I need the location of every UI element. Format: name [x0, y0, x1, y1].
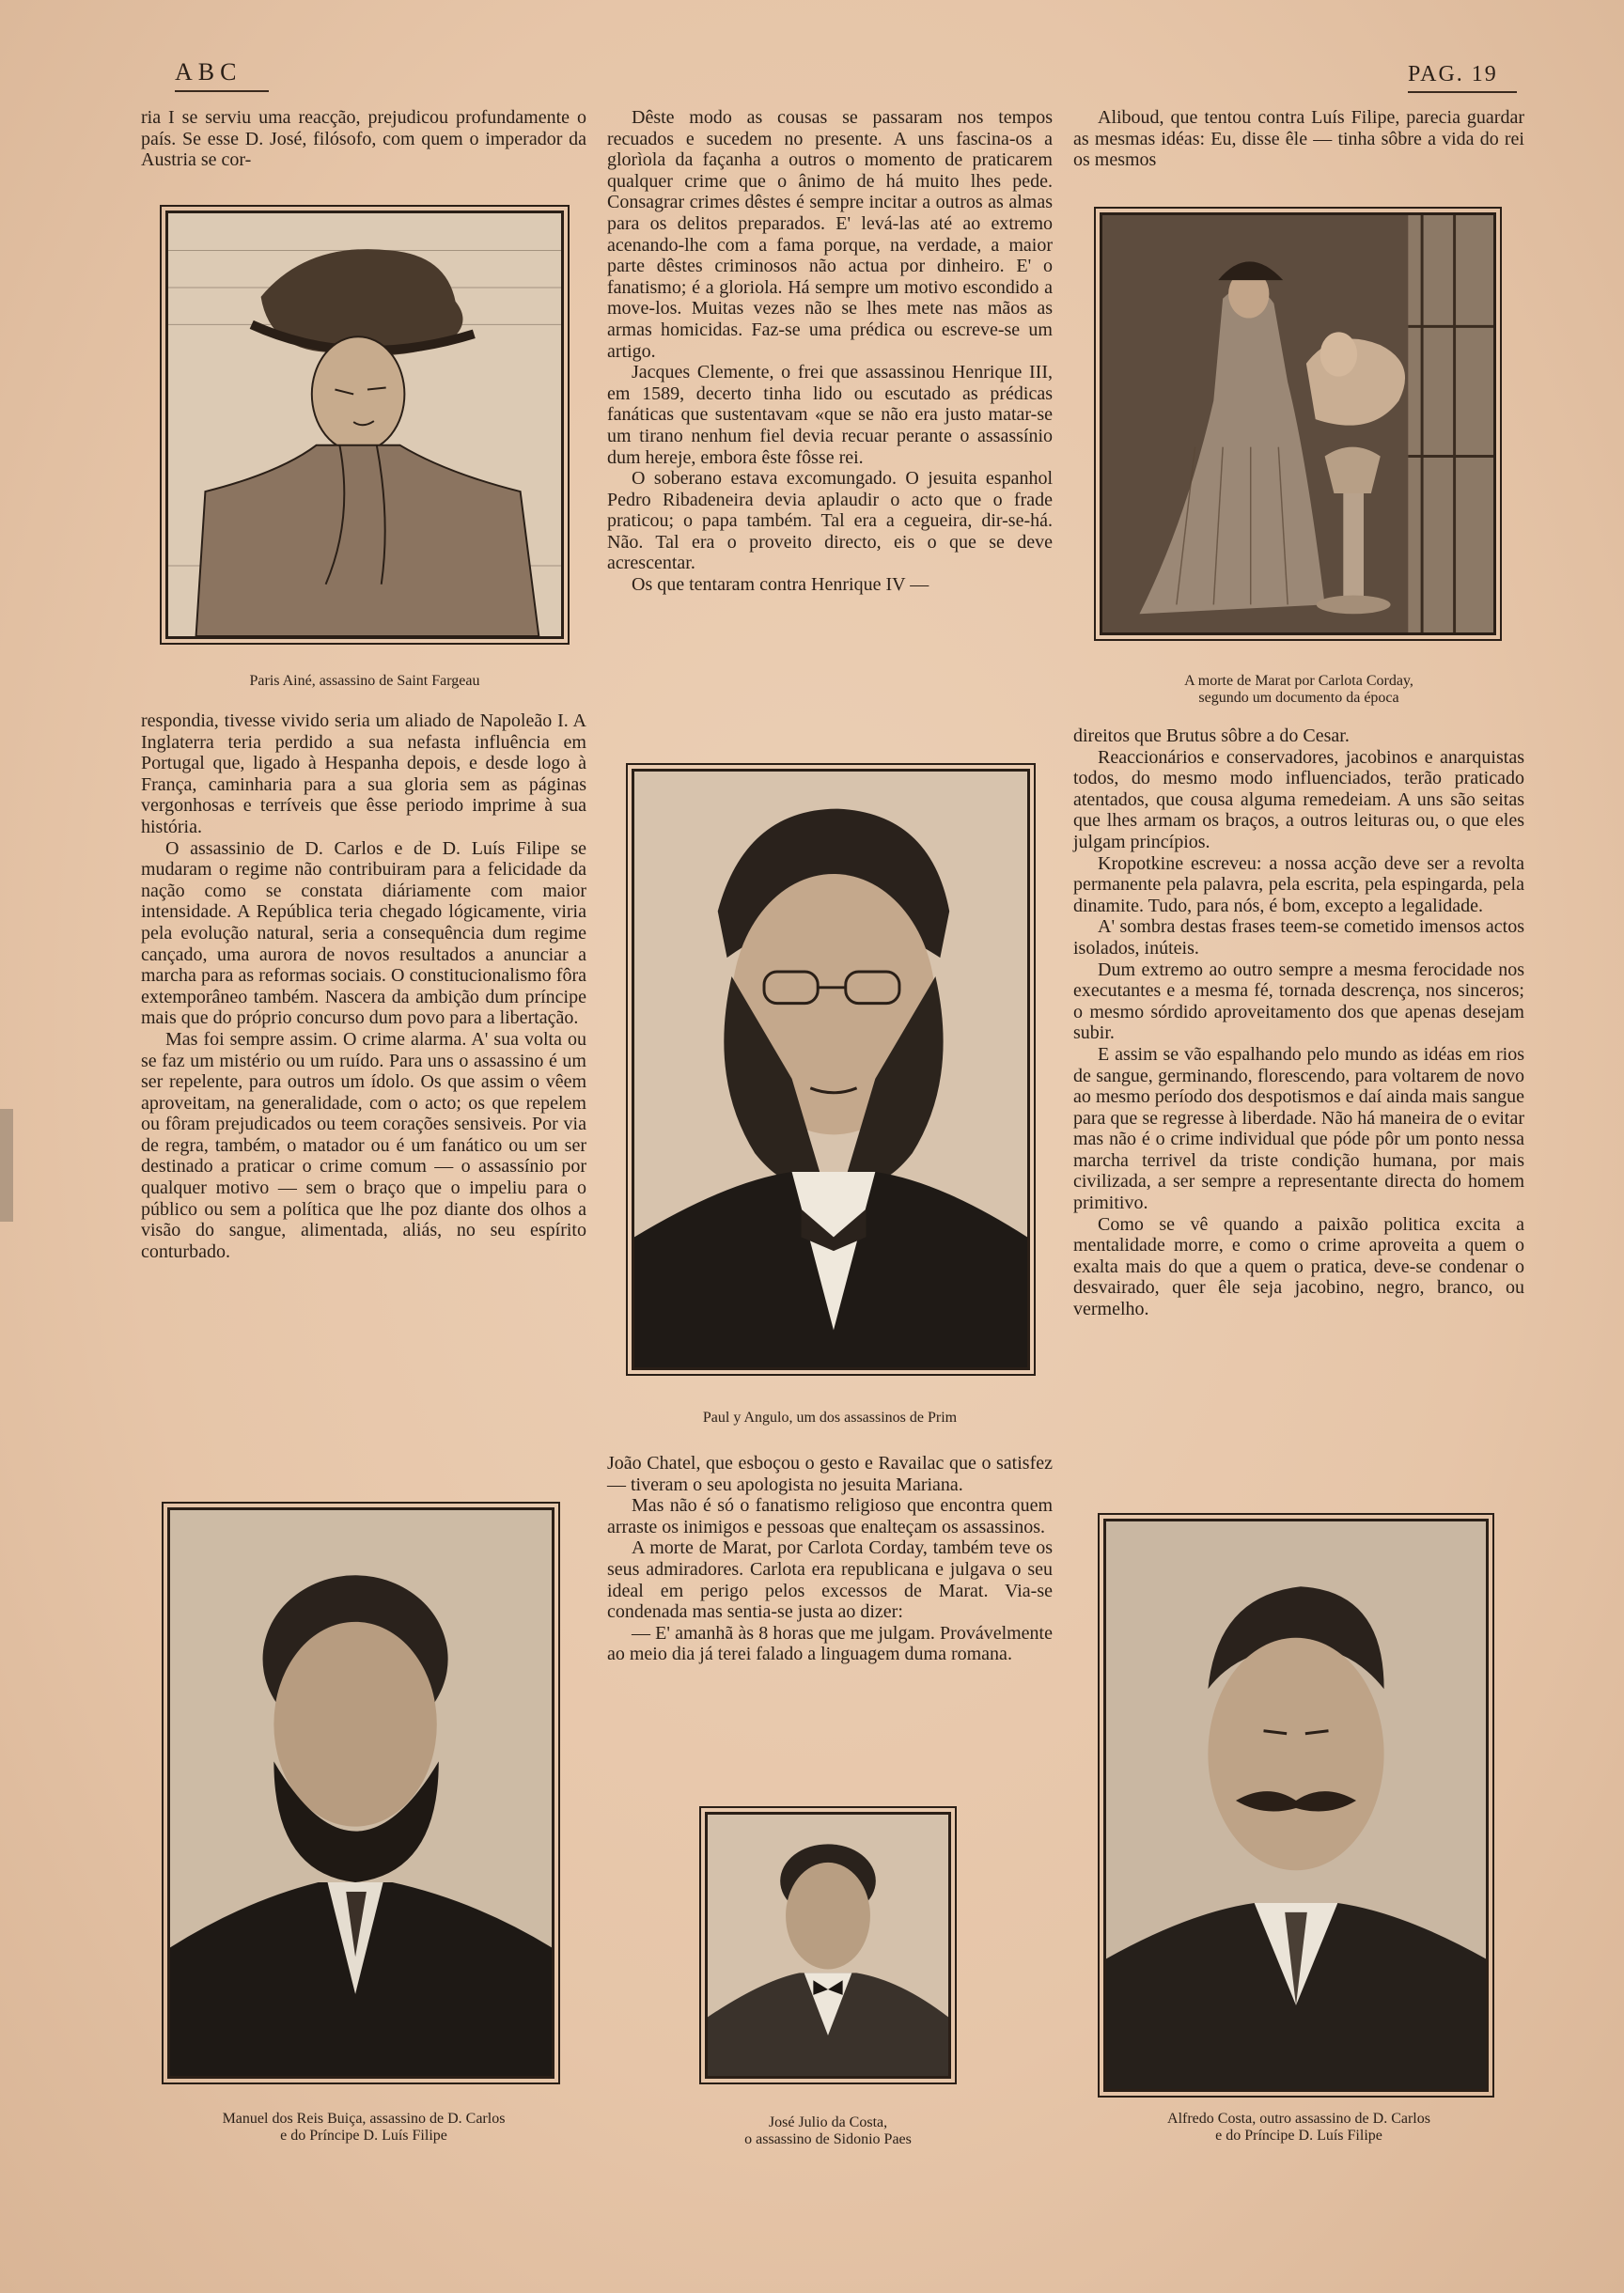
caption-morte-de-marat	[1073, 673, 1524, 707]
paragraph: O soberano estava excomungado. O jesuita espanhol Pedro Ribadeneira devia aplaudir o acto que o frade praticou; o papa também. Tal era a cegueira, dir-se-há. Não. Tal era o proveito directo, eis o que se deve acrescentar.	[607, 468, 1053, 574]
caption-manuel-buica	[141, 2111, 586, 2145]
paragraph: Mas não é só o fanatismo religioso que encontra quem arraste os inimigos e pessoas que enalteçam os assassinos.	[607, 1495, 1053, 1537]
caption-line: José Julio da Costa,	[768, 2114, 888, 2130]
engraving-scene-icon	[1102, 215, 1493, 632]
paragraph: direitos que Brutus sôbre a do Cesar.	[1073, 725, 1350, 746]
paragraph: — E' amanhã às 8 horas que me julgam. Provávelmente ao meio dia já terei falado a linguagem duma romana.	[607, 1622, 1053, 1665]
photo-portrait-icon	[170, 1510, 552, 2076]
caption-jose-julio-costa	[658, 2114, 998, 2148]
figure-jose-julio-costa	[705, 1812, 951, 2079]
caption-line: Alfredo Costa, outro assassino de D. Carlos	[1167, 2111, 1430, 2127]
paragraph: Reaccionários e conservadores, jacobinos e anarquistas todos, do mesmo modo influenciados, terão praticado atentados, que cousa alguma remedeiam. A uns são seitas que lhes armam os braços, a outros leituras ou, o que eles julgam princípios.	[1073, 746, 1524, 852]
caption-line: e do Príncipe D. Luís Filipe	[1215, 2128, 1382, 2144]
paragraph: Kropotkine escreveu: a nossa acção deve ser a revolta permanente pela palavra, pela escrita, pela espingarda, pela dinamite. Tudo, para nós, é bom, excepto a legalidade.	[1073, 852, 1524, 916]
caption-paris-aine: Paris Ainé, assassino de Saint Fargeau	[249, 673, 480, 689]
caption-line: e do Príncipe D. Luís Filipe	[280, 2128, 447, 2144]
paragraph: Os que tentaram contra Henrique IV —	[632, 574, 929, 596]
figure-alfredo-costa	[1103, 1519, 1489, 2092]
paragraph: A morte de Marat, por Carlota Corday, também teve os seus admiradores. Carlota era republicana e julgava o seu ideal em perigo pelos excessos de Marat. Via-se condenada mas sentia-se justa ao dizer:	[607, 1537, 1053, 1623]
caption-alfredo-costa	[1073, 2111, 1524, 2145]
paragraph: A' sombra destas frases teem-se cometido imensos actos isolados, inúteis.	[1073, 916, 1524, 959]
paragraph: Mas foi sempre assim. O crime alarma. A' sua volta ou se faz um mistério ou um ruído. Para uns o assassino é um ser repelente, para outros um ídolo. Os que assim o vêem aproveitam, na generalidade, com o acto; os que repelem ou fôram prejudicados ou teem corações sensiveis. Por via de regra, também, o matador ou é um fanático ou um ser destinado a praticar o crime comum — o assassínio por qualquer motivo — sem o braço que o impeliu para o público ou sem a política que lhe poz diante dos olhos a visão do sangue, alimentada, aliás, no seu espírito conturbado.	[141, 1028, 586, 1262]
engraved-portrait-icon	[168, 213, 561, 636]
paragraph: O assassinio de D. Carlos e de D. Luís Filipe se mudaram o regime não contribuiram para a felicidade da nação como se constata diáriamente com maior intensidade. A República teria chegado lógicamente, viria pela evolução natural, seria a consequência dum regime cançado, uma aurora de novos resultados a anunciar a marcha para as reformas sociais. O constitucionalismo fôra extemporâneo também. Nascera da ambição dum príncipe mais que do próprio concurso dum povo para a libertação.	[141, 837, 586, 1029]
figure-paul-y-angulo	[632, 769, 1030, 1370]
figure-paris-aine	[165, 211, 564, 639]
paragraph: ria I se serviu uma reacção, prejudicou profundamente o país. Se esse D. José, filósofo, com quem o imperador da Austria se cor-	[141, 107, 586, 171]
caption-line: Manuel dos Reis Buiça, assassino de D. Carlos	[222, 2111, 506, 2127]
portrait-with-glasses-icon	[634, 772, 1027, 1367]
col1-mid-text	[141, 710, 586, 1262]
binding-staple-shadow	[0, 1109, 13, 1222]
caption-line: o assassino de Sidonio Paes	[744, 2131, 912, 2147]
figure-morte-de-marat	[1100, 212, 1496, 635]
col2-top-text	[607, 107, 1053, 596]
paragraph: respondia, tivesse vivido seria um aliado de Napoleão I. A Inglaterra teria perdido a sua nefasta influência em Portugal que, ligado à Hespanha depois, e desde logo à França, caminharia para a sua gloria sem as páginas vergonhosas e terríveis que êsse periodo imprime à sua história.	[141, 710, 586, 837]
paragraph: E assim se vão espalhando pelo mundo as idéas em rios de sangue, germinando, florescendo, para voltarem de novo ao mesmo período dos despotismos e daí ainda mais sangue para que se regresse à liberdade. Não há maneira de o evitar mas não é o crime individual que póde pôr um ponto nessa marcha terrivel da triste condição humana, por mais civilizada, a ser sempre a representante directa do homem primitivo.	[1073, 1043, 1524, 1214]
col3-mid-text	[1073, 725, 1524, 1320]
caption-line: A morte de Marat por Carlota Corday,	[1184, 673, 1413, 689]
paragraph: Dêste modo as cousas se passaram nos tempos recuados e sucedem no presente. A uns fascina-os a glorìola da façanha a outros o momento de praticarem qualquer crime que o ânimo de há muito lhes pede. Consagrar crimes dêstes é sempre incitar a outros as almas para os delitos preparados. E' levá-las até ao extremo acenando-lhe com a fama porque, na verdade, a maior parte dêstes criminosos não actua por dinheiro. E' o fanatismo; é a gloriola. Há sempre um motivo escondido a move-los. Muitas vezes não se lhes mete nas mãos as armas homicidas. Faz-se uma prédica ou escreve-se um artigo.	[607, 107, 1053, 362]
paragraph: Aliboud, que tentou contra Luís Filipe, parecia guardar as mesmas idéas: Eu, disse êle — tinha sôbre a vida do rei os mesmos	[1073, 107, 1524, 171]
caption-line: segundo um documento da época	[1198, 690, 1399, 706]
paragraph: Como se vê quando a paixão politica excita a mentalidade morre, e como o crime aproveita a quem o exalta mais do que a quem o pratica, deve-se condenar o desvairado, quer êle seja jacobino, negro, branco, ou vermelho.	[1073, 1213, 1524, 1320]
paragraph: Jacques Clemente, o frei que assassinou Henrique III, em 1589, decerto tinha lido ou escutado as prédicas fanáticas que sustentavam «que se não era justo matar-se um tirano nenhum fiel devia recuar perante o assassínio dum hereje, embora êste fôsse rei.	[607, 362, 1053, 468]
page-number: PAG. 19	[1408, 62, 1517, 93]
photo-portrait-icon	[1106, 1521, 1486, 2089]
photo-portrait-icon	[708, 1815, 948, 2076]
paragraph: Dum extremo ao outro sempre a mesma ferocidade nos executantes e a mesma fé, tornada descrença, nos sinceros; o mesmo sórdido aproveitamento dos que apenas desejam subir.	[1073, 959, 1524, 1044]
caption-paul-y-angulo: Paul y Angulo, um dos assassinos de Prim	[702, 1410, 958, 1426]
figure-manuel-buica	[167, 1507, 554, 2079]
col2-bottom-text	[607, 1453, 1053, 1665]
col1-top-text	[141, 107, 586, 171]
paragraph: João Chatel, que esboçou o gesto e Ravailac que o satisfez — tiveram o seu apologista no jesuita Mariana.	[607, 1453, 1053, 1495]
masthead-title: ABC	[175, 58, 269, 92]
col3-top-text	[1073, 107, 1524, 171]
